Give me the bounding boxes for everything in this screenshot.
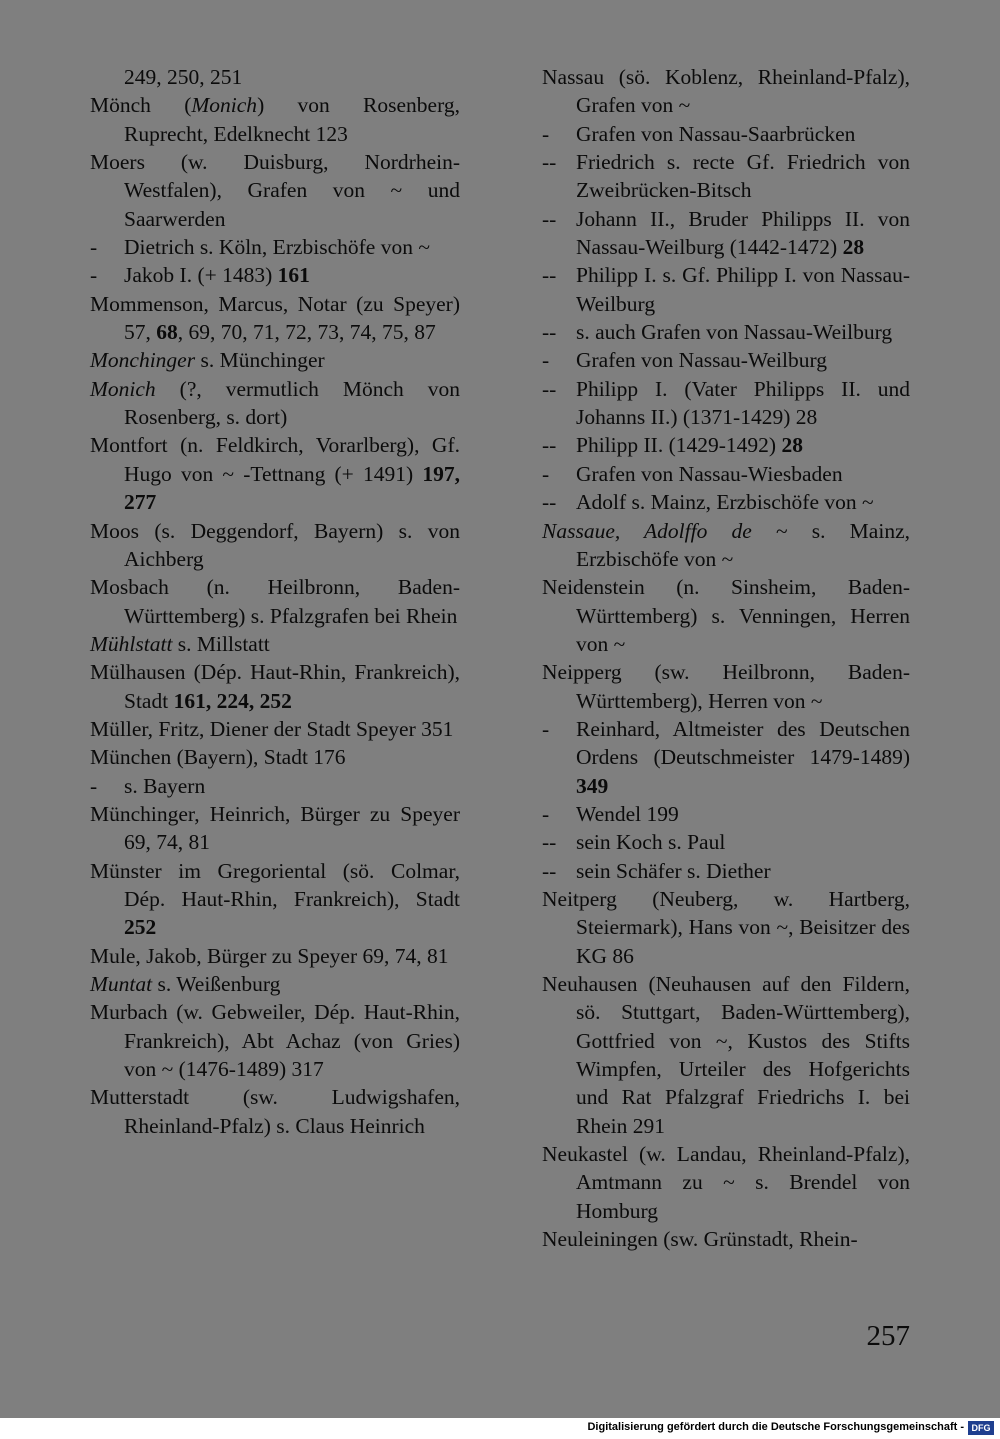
index-entry — [90, 998, 460, 1083]
index-subsubentry — [542, 375, 910, 432]
entry-bold: 68 — [156, 320, 178, 345]
index-subsubentry — [542, 205, 910, 262]
index-entry — [90, 857, 460, 942]
entry-text: Nassau (sö. Koblenz, Rheinland-Pfalz), Grafen von ~ — [542, 65, 910, 118]
index-entry — [90, 63, 460, 91]
index-subsubentry — [542, 431, 910, 459]
index-entry — [90, 715, 460, 743]
index-subentry — [90, 772, 460, 800]
entry-text: Mule, Jakob, Bürger zu Speyer 69, 74, 81 — [90, 943, 449, 968]
entry-text: Montfort (n. Feldkirch, Vorarlberg), Gf. Hugo von ~ -Tettnang (+ 1491) — [90, 433, 460, 486]
index-subentry — [542, 346, 910, 374]
entry-text: Moers (w. Duisburg, Nordrhein-Westfalen), Grafen von ~ und Saarwerden — [90, 150, 460, 231]
dash: -- — [542, 320, 557, 345]
index-entry — [90, 517, 460, 574]
entry-text: Dietrich s. Köln, Erzbischöfe von ~ — [124, 235, 430, 260]
entry-text: s. Weißenburg — [152, 972, 281, 996]
dash: - — [542, 801, 550, 826]
entry-bold: 349 — [576, 773, 609, 798]
entry-text: Mommenson, Marcus, Notar (zu Speyer) 57, — [90, 291, 460, 345]
index-subentry — [542, 120, 910, 148]
entry-text: Müller, Fritz, Diener der Stadt Speyer 351 — [90, 716, 454, 741]
index-entry — [90, 970, 460, 998]
footer-credit-text: Digitalisierung gefördert durch die Deutsche Forschungsgemeinschaft - — [587, 1421, 964, 1433]
dash: -- — [542, 263, 557, 288]
index-entry — [542, 517, 910, 574]
index-entry — [90, 431, 460, 516]
entry-text: Münchinger, Heinrich, Bürger zu Speyer 69, 74, 81 — [90, 801, 460, 855]
dash: - — [542, 716, 550, 741]
entry-text: sein Koch s. Paul — [576, 830, 726, 855]
index-subentry — [90, 261, 460, 289]
index-subentry — [542, 460, 910, 488]
entry-bold: 197, 277 — [124, 461, 460, 515]
index-entry — [90, 743, 460, 771]
entry-bold: 161 — [277, 263, 310, 288]
entry-italic: Monich — [191, 93, 258, 118]
index-entry — [542, 885, 910, 970]
entry-italic: Mühlstatt — [90, 631, 173, 656]
index-subsubentry — [542, 828, 910, 856]
dash: -- — [542, 376, 557, 401]
index-entry — [90, 630, 460, 658]
entry-text: Grafen von Nassau-Weilburg — [576, 348, 828, 373]
index-entry — [90, 346, 460, 374]
entry-text: s. auch Grafen von Nassau-Weilburg — [576, 320, 893, 345]
index-entry — [542, 573, 910, 658]
entry-text: Reinhard, Altmeister des Deutschen Ordens (Deutschmeister 1479-1489) — [576, 716, 910, 770]
entry-text: Neuhausen (Neuhausen auf den Fildern, sö. Stuttgart, Baden-Württemberg), Gottfried von ~, Kustos des Stifts Wimpfen, Urteiler des Hofgerichts und Rat Pfalzgraf Friedrichs I. bei Rhein 291 — [542, 972, 910, 1138]
entry-text: Neukastel (w. Landau, Rheinland-Pfalz), Amtmann zu ~ s. Brendel von Homburg — [542, 1142, 910, 1223]
entry-text: Wendel 199 — [576, 801, 679, 826]
entry-text: Münster im Gregoriental (sö. Colmar, Dép. Haut-Rhin, Frankreich), Stadt — [90, 858, 460, 911]
dash: -- — [542, 150, 557, 175]
index-subentry — [90, 233, 460, 261]
digitization-footer — [0, 1418, 1000, 1439]
index-subsubentry — [542, 148, 910, 205]
dash: -- — [542, 433, 557, 458]
index-entry — [90, 658, 460, 715]
entry-text: sein Schäfer s. Diether — [576, 858, 771, 883]
entry-text: Mülhausen (Dép. Haut-Rhin, Frankreich), Stadt — [90, 660, 460, 713]
entry-bold: 252 — [124, 915, 157, 940]
entry-text: Moos (s. Deggendorf, Bayern) s. von Aichberg — [90, 518, 460, 571]
entry-bold: 161, 224, 252 — [173, 688, 292, 713]
entry-text: Adolf s. Mainz, Erzbischöfe von ~ — [576, 490, 874, 515]
dash: - — [90, 773, 98, 798]
dash: -- — [542, 206, 557, 231]
dash: - — [542, 461, 550, 486]
index-subsubentry — [542, 318, 910, 346]
entry-text: Philipp II. (1429-1492) — [576, 433, 782, 458]
index-entry — [542, 1225, 910, 1253]
index-entry — [542, 658, 910, 715]
entry-text: , 69, 70, 71, 72, 73, 74, 75, 87 — [177, 320, 436, 345]
dash: - — [542, 121, 550, 146]
index-entry — [542, 1140, 910, 1225]
index-entry — [542, 63, 910, 120]
index-entry — [542, 970, 910, 1140]
entry-text: Philipp I. s. Gf. Philipp I. von Nassau-Weilburg — [576, 263, 910, 316]
entry-italic: Monich — [90, 376, 156, 401]
entry-italic: Monchinger — [90, 348, 196, 373]
entry-text: Neipperg (sw. Heilbronn, Baden-Württemberg), Herren von ~ — [542, 660, 910, 713]
entry-text: Jakob I. (+ 1483) — [124, 263, 278, 288]
entry-text: Mönch ( — [90, 93, 192, 118]
dash: - — [542, 348, 550, 373]
entry-text: München (Bayern), Stadt 176 — [90, 745, 346, 770]
entry-text: Grafen von Nassau-Saarbrücken — [576, 121, 856, 146]
index-subsubentry — [542, 857, 910, 885]
dash: - — [90, 263, 98, 288]
entry-text: Philipp I. (Vater Philipps II. und Johanns II.) (1371-1429) 28 — [576, 376, 910, 430]
entry-italic: Muntat — [90, 972, 153, 996]
index-subentry — [542, 715, 910, 800]
entry-text: Mutterstadt (sw. Ludwigshafen, Rheinland-Pfalz) s. Claus Heinrich — [90, 1085, 460, 1138]
index-entry — [90, 290, 460, 347]
index-subsubentry — [542, 261, 910, 318]
entry-text: Neidenstein (n. Sinsheim, Baden-Württemberg) s. Venningen, Herren von ~ — [542, 575, 910, 656]
dfg-logo: DFG — [968, 1421, 994, 1435]
right-column — [542, 63, 910, 1253]
dash: - — [90, 235, 98, 260]
entry-bold: 28 — [842, 235, 865, 260]
entry-text: Friedrich s. recte Gf. Friedrich von Zweibrücken-Bitsch — [576, 150, 910, 203]
index-entry — [90, 375, 460, 432]
entry-text: s. Bayern — [124, 773, 206, 798]
dash: -- — [542, 858, 557, 883]
entry-text: 249, 250, 251 — [124, 65, 243, 89]
entry-text: Grafen von Nassau-Wiesbaden — [576, 461, 843, 486]
index-entry — [90, 800, 460, 857]
entry-text: (?, vermutlich Mönch von Rosenberg, s. dort) — [124, 376, 460, 430]
entry-text: s. Münchinger — [195, 348, 325, 373]
dash: -- — [542, 490, 557, 515]
entry-italic: Nassaue, Adolffo de — [542, 518, 752, 543]
page-number: 257 — [866, 1320, 910, 1352]
entry-text: Neuleiningen (sw. Grünstadt, Rhein- — [542, 1227, 858, 1252]
dash: -- — [542, 830, 557, 855]
entry-text: ) von Rosenberg, Ruprecht, Edelknecht 123 — [124, 93, 460, 146]
entry-text: s. Millstatt — [172, 631, 270, 656]
entry-text: Murbach (w. Gebweiler, Dép. Haut-Rhin, Frankreich), Abt Achaz (von Gries) von ~ (1476-1489) 317 — [90, 1000, 460, 1082]
entry-text: Neitperg (Neuberg, w. Hartberg, Steiermark), Hans von ~, Beisitzer des KG 86 — [542, 886, 910, 968]
entry-bold: 28 — [781, 433, 803, 458]
index-entry — [90, 148, 460, 233]
index-subentry — [542, 800, 910, 828]
entry-text: ~ s. Mainz, Erzbischöfe von ~ — [576, 518, 910, 571]
entry-text: Mosbach (n. Heilbronn, Baden-Württemberg) s. Pfalzgrafen bei Rhein — [90, 575, 460, 628]
index-entry — [90, 942, 460, 970]
left-column — [90, 63, 460, 1140]
index-entry — [90, 91, 460, 148]
index-subsubentry — [542, 488, 910, 516]
entry-text: Johann II., Bruder Philipps II. von Nassau-Weilburg (1442-1472) — [576, 206, 910, 260]
index-entry — [90, 573, 460, 630]
index-entry — [90, 1083, 460, 1140]
